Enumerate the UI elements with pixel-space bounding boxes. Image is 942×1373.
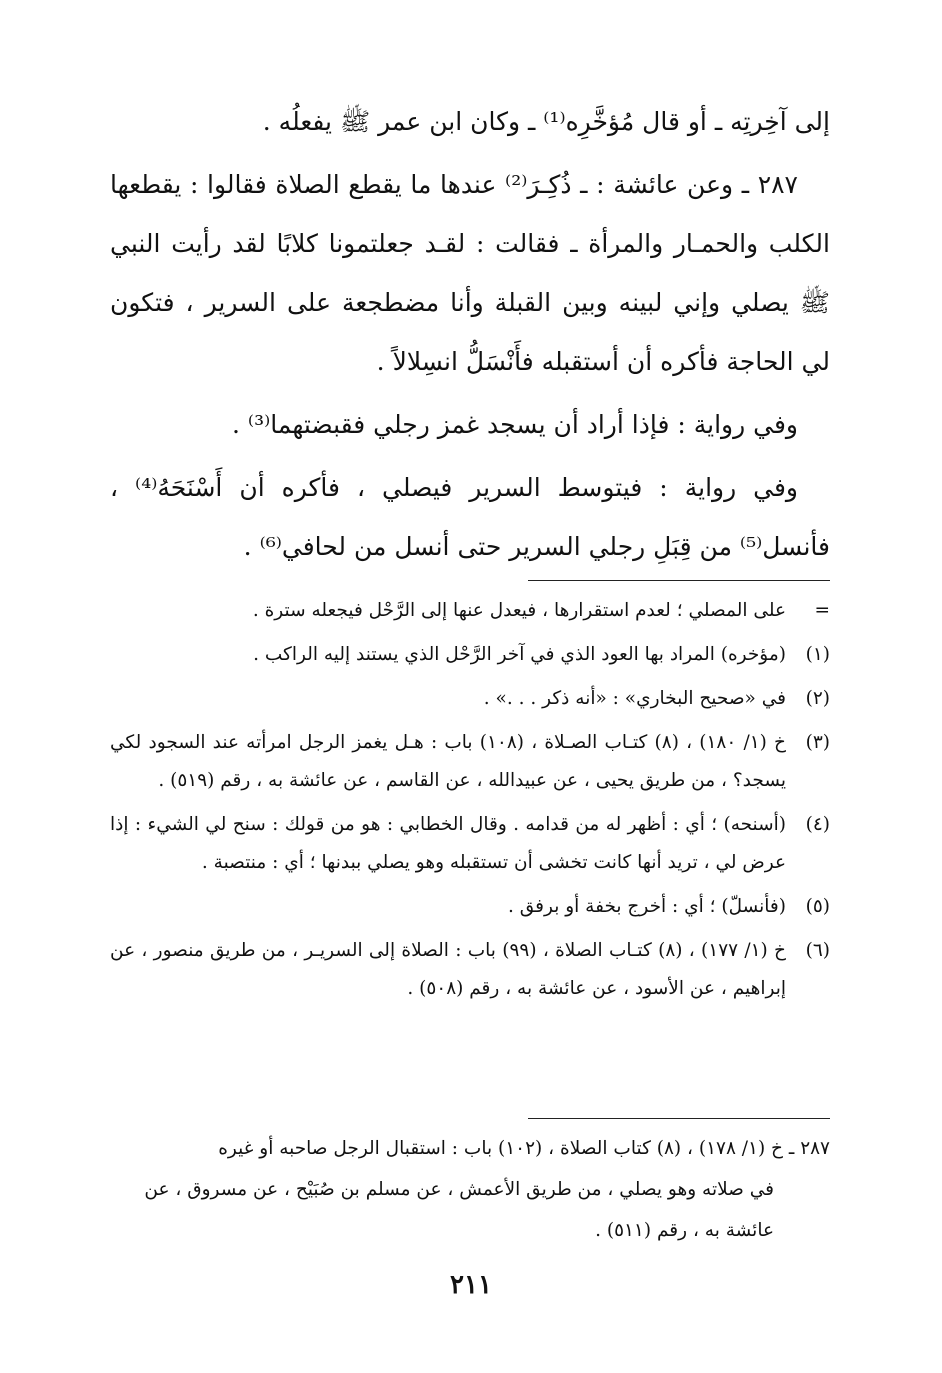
footnote-3 — [110, 724, 830, 800]
footnote-number: (٤) — [805, 814, 830, 835]
footnotes-section — [110, 592, 830, 1014]
footnote-text: في «صحيح البخاري» : «أنه ذكر . . .» . — [483, 688, 786, 709]
footnote-1 — [110, 636, 830, 674]
footnote-number: (١) — [805, 644, 830, 665]
takhrij-section — [110, 1128, 830, 1251]
riwaya-paragraph-1: وفي رواية : فإذا أراد أن يسجد غمز رجلي فقبضتهما⁽³⁾ . — [232, 410, 798, 439]
footnote-number: (٦) — [805, 940, 830, 961]
footnote-text: على المصلي ؛ لعدم استقرارها ، فيعدل عنها إلى الرَّحْل فيجعله سترة . — [252, 600, 786, 621]
footnote-text: (فأنسلّ) ؛ أي : أخرج بخفة أو برفق . — [507, 896, 786, 917]
footnote-4 — [110, 806, 830, 882]
footnote-continuation — [110, 592, 830, 630]
footnote-5 — [110, 888, 830, 926]
footnote-divider — [528, 580, 830, 581]
page-number: ٢١١ — [450, 1270, 492, 1300]
takhrij-continuation: في صلاته وهو يصلي ، من طريق الأعمش ، عن مسلم بن صُبَيْح ، عن مسروق ، عن عائشة به ، رقم (٥١١) . — [144, 1179, 774, 1241]
footnote-text: (مؤخره) المراد بها العود الذي في آخر الرَّحْل الذي يستند إليه الراكب . — [253, 644, 786, 665]
footnote-text: خ (١/ ١٧٧) ، (٨) كتـاب الصلاة ، (٩٩) باب : الصلاة إلى السريـر ، من طريق منصور ، عن إبراهيم ، عن الأسود ، عن عائشة به ، رقم (٥٠٨) . — [110, 940, 786, 999]
hadith-287-paragraph: ٢٨٧ ـ وعن عائشة : ـ ذُكِـرَ⁽²⁾ عندها ما يقطع الصلاة فقالوا : يقطعها الكلب والحمـار والمرأة ـ فقالت : لقـد جعلتمونا كلابًا لقد رأيت النبي ﷺ يصلي وإني لبينه وبين القبلة وأنا مضطجعة على السرير ، فتكون لي الحاجة فأكره أن أستقبله فأَنْسَلُّ انسِلالاً . — [110, 170, 830, 376]
footnote-2 — [110, 680, 830, 718]
intro-line: إلى آخِرتِه ـ أو قال مُؤخَّرِه⁽¹⁾ ـ وكان ابن عمر ﷺ يفعلُه . — [262, 107, 830, 136]
footnote-text: (أسنحه) ؛ أي : أظهر له من قدامه . وقال الخطابي : هو من قولك : سنح لي الشيء : إذا عرض لي ، تريد أنها كانت تخشى أن تستقبله وهو يصلي ببدنها ؛ أي : منتصبة . — [110, 814, 786, 873]
footnote-text: خ (١/ ١٨٠) ، (٨) كتـاب الصـلاة ، (١٠٨) باب : هـل يغمز الرجل امرأته عند السجود لكي يسجد؟ ، من طريق يحيى ، عن عبيدالله ، عن القاسم ، عن عائشة به ، رقم (٥١٩) . — [110, 732, 786, 791]
riwaya-paragraph-2: وفي رواية : فيتوسط السرير فيصلي ، فأكره أن أَسْنَحَهُ⁽⁴⁾ ، فأنسل⁽⁵⁾ من قِبَلِ رجلي السرير حتى أنسل من لحافي⁽⁶⁾ . — [110, 473, 830, 561]
footnote-number: = — [814, 600, 830, 621]
footnote-number: (٣) — [805, 732, 830, 753]
footnote-number: (٥) — [805, 896, 830, 917]
takhrij-divider — [528, 1118, 830, 1119]
footnote-6 — [110, 932, 830, 1008]
takhrij-first-line: ٢٨٧ ـ خ (١/ ١٧٨) ، (٨) كتاب الصلاة ، (١٠٢) باب : استقبال الرجل صاحبه أو غيره — [218, 1138, 830, 1159]
footnote-number: (٢) — [805, 688, 830, 709]
main-text — [110, 92, 830, 576]
